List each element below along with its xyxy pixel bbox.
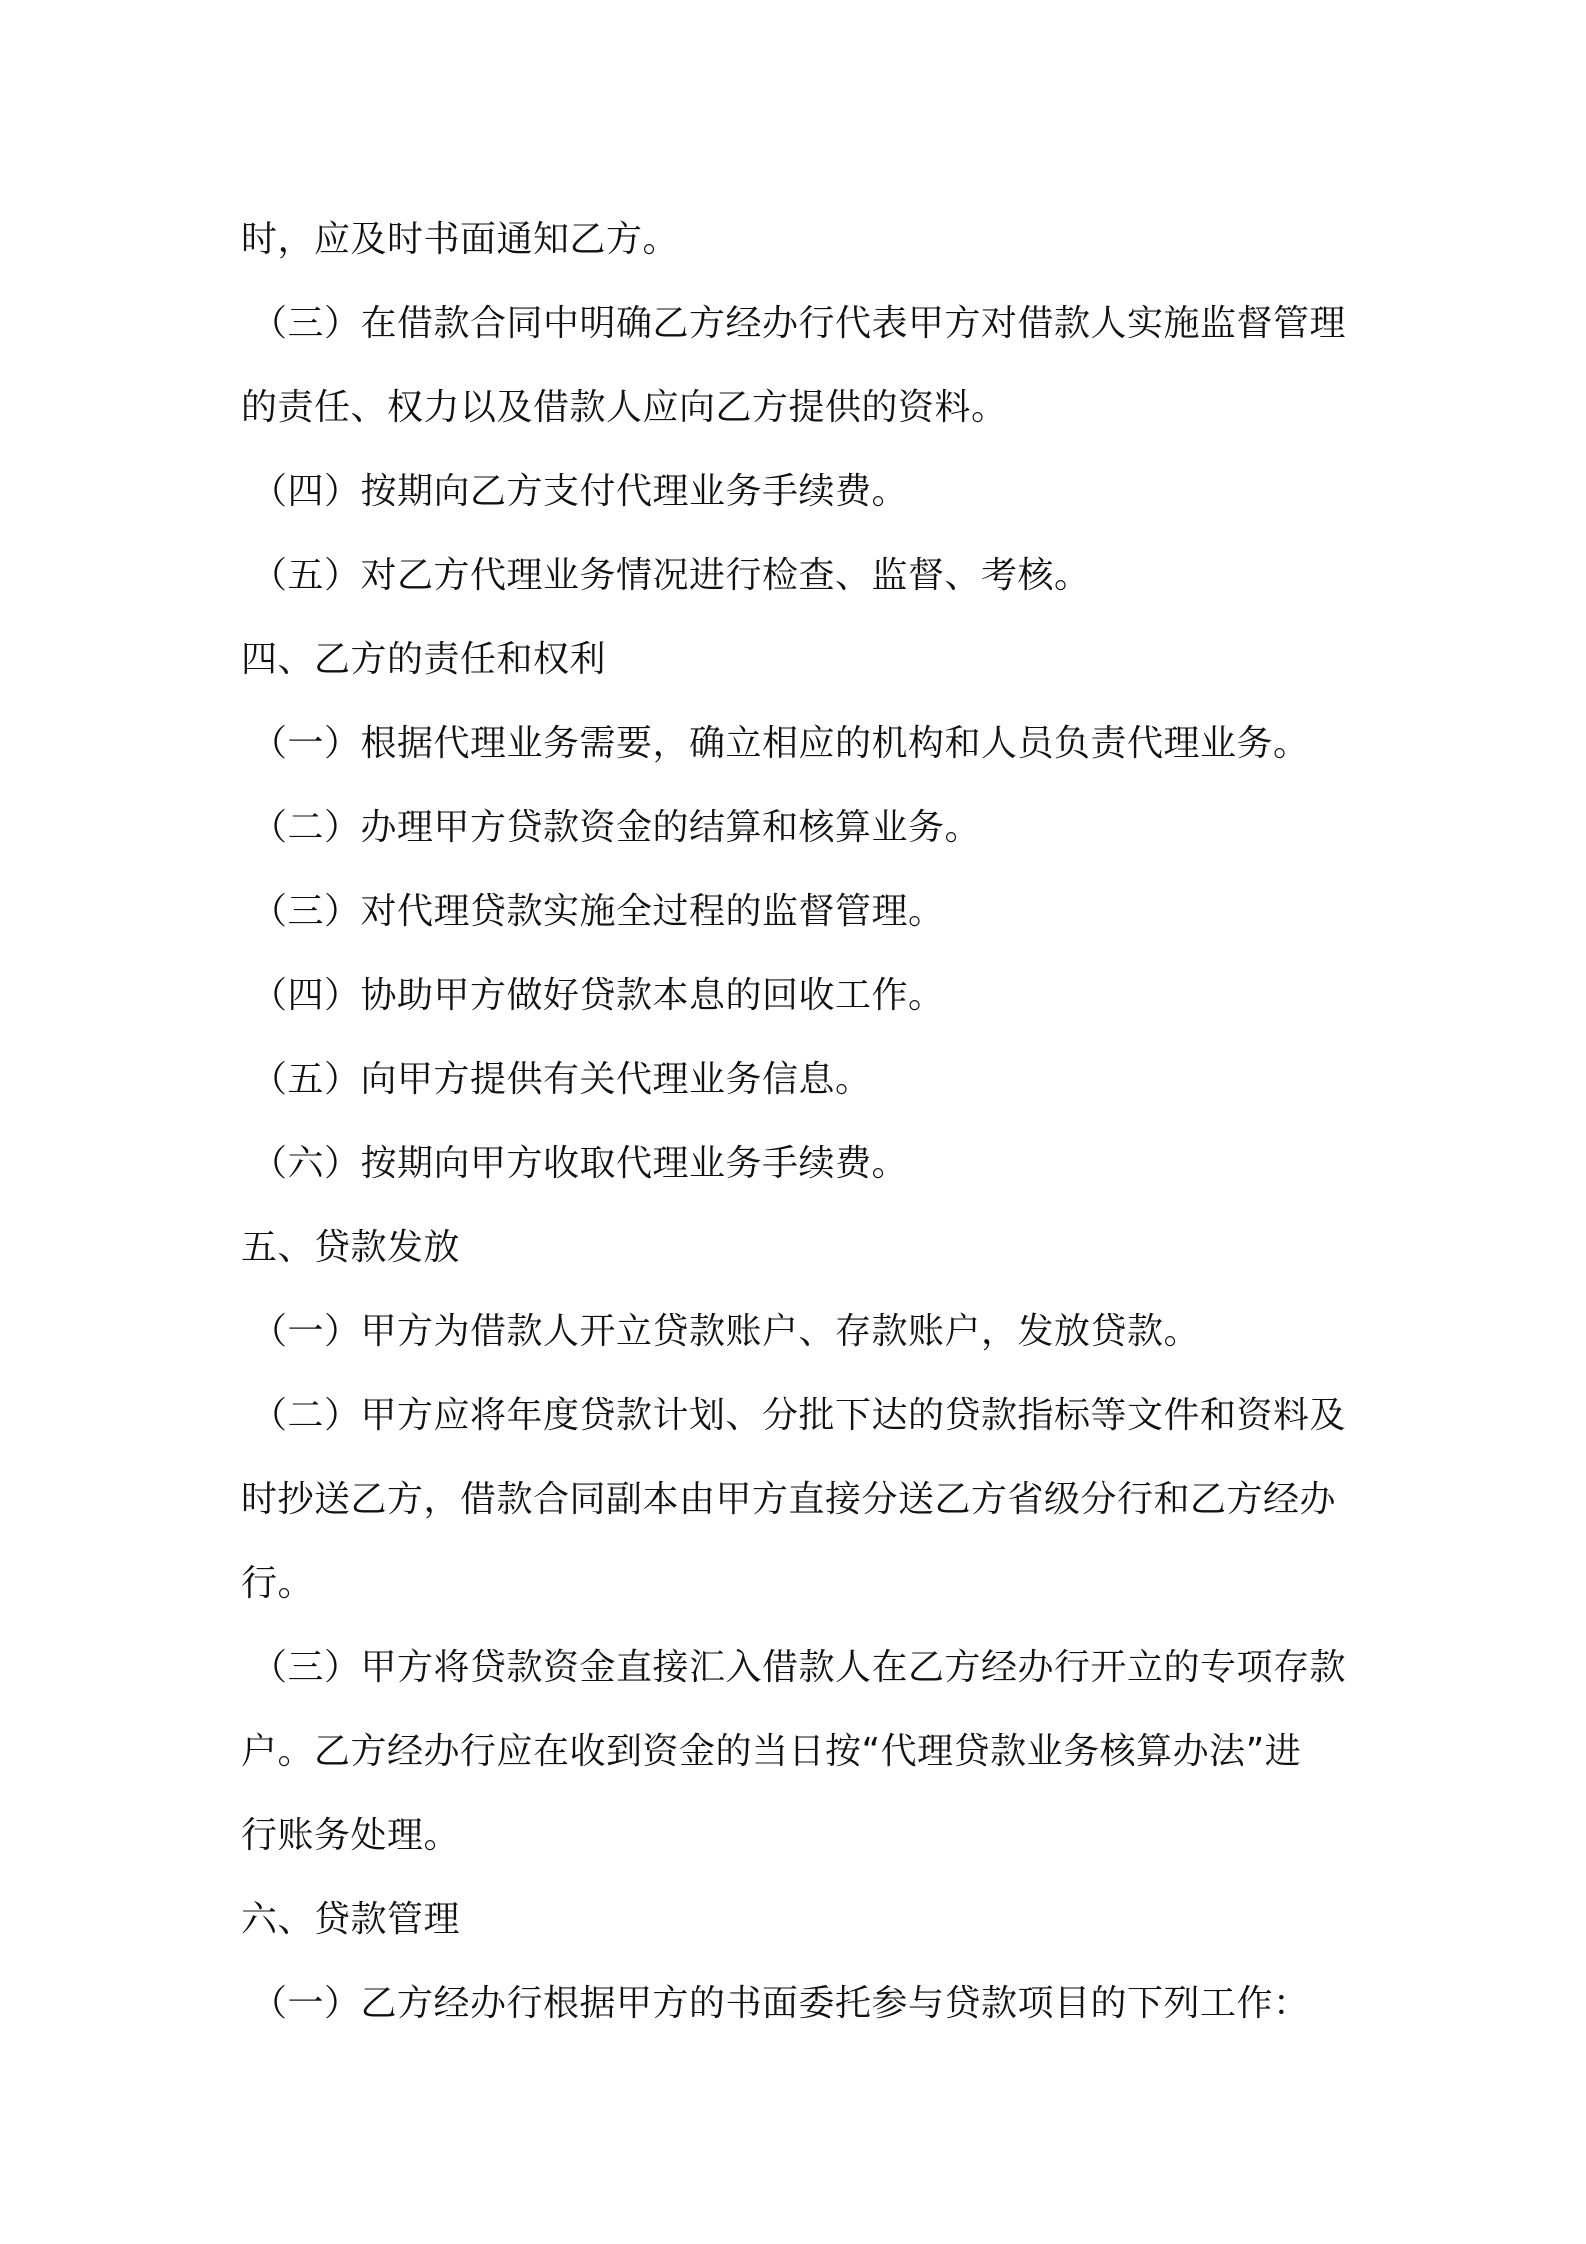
text-line: （三）甲方将贷款资金直接汇入借款人在乙方经办行开立的专项存款: [251, 1647, 1347, 1688]
text-line: （五）向甲方提供有关代理业务信息。: [251, 1059, 872, 1100]
text-line: （六）按期向甲方收取代理业务手续费。: [251, 1143, 909, 1184]
text-line: （四）协助甲方做好贷款本息的回收工作。: [251, 975, 945, 1016]
text-line: （四）按期向乙方支付代理业务手续费。: [251, 471, 909, 512]
text-line: （一）乙方经办行根据甲方的书面委托参与贷款项目的下列工作：: [251, 1983, 1310, 2024]
text-line: （三）在借款合同中明确乙方经办行代表甲方对借款人实施监督管理: [251, 303, 1347, 344]
text-line: 时抄送乙方，借款合同副本由甲方直接分送乙方省级分行和乙方经办: [241, 1479, 1337, 1520]
text-line: （二）甲方应将年度贷款计划、分批下达的贷款指标等文件和资料及: [251, 1395, 1347, 1436]
section-heading: 五、贷款发放: [241, 1227, 461, 1268]
section-heading: 四、乙方的责任和权利: [241, 639, 607, 680]
text-line: （五）对乙方代理业务情况进行检查、监督、考核。: [251, 555, 1091, 596]
text-line: （一）根据代理业务需要，确立相应的机构和人员负责代理业务。: [251, 723, 1310, 764]
text-line: （二）办理甲方贷款资金的结算和核算业务。: [251, 807, 982, 848]
text-line: 的责任、权力以及借款人应向乙方提供的资料。: [241, 387, 1008, 428]
text-line: 时，应及时书面通知乙方。: [241, 219, 680, 260]
text-line: 行账务处理。: [241, 1815, 461, 1856]
text-line: （三）对代理贷款实施全过程的监督管理。: [251, 891, 945, 932]
text-line: 户。乙方经办行应在收到资金的当日按“代理贷款业务核算办法”进: [241, 1731, 1302, 1772]
section-heading: 六、贷款管理: [241, 1899, 461, 1940]
text-line: 行。: [241, 1563, 315, 1604]
document-body: [241, 198, 1361, 2046]
text-line: （一）甲方为借款人开立贷款账户、存款账户，发放贷款。: [251, 1311, 1201, 1352]
